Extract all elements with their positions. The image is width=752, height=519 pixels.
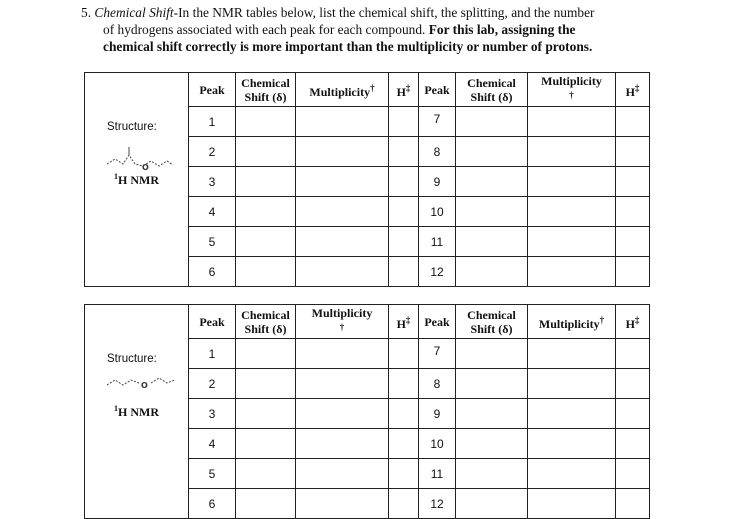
chem-shift-input[interactable] <box>236 369 296 399</box>
chem-shift-input[interactable] <box>456 489 528 519</box>
structure-cell <box>85 305 189 519</box>
multiplicity-input[interactable] <box>528 227 616 257</box>
svg-text:O: O <box>141 381 148 390</box>
multiplicity-input[interactable] <box>528 429 616 459</box>
header-h: H‡ <box>389 305 419 339</box>
peak-number: 12 <box>419 489 456 519</box>
header-peak: Peak <box>189 73 236 107</box>
h-count-input[interactable] <box>616 489 650 519</box>
multiplicity-input[interactable] <box>528 369 616 399</box>
nmr-table-1 <box>84 72 650 287</box>
question-line3: chemical shift correctly is more important than the multiplicity or number of protons. <box>103 39 593 54</box>
h-count-input[interactable] <box>389 197 419 227</box>
peak-number: 8 <box>419 369 456 399</box>
h-count-input[interactable] <box>389 399 419 429</box>
h-count-input[interactable] <box>616 459 650 489</box>
peak-number: 3 <box>189 167 236 197</box>
question-number: 5. <box>81 5 92 20</box>
header-peak: Peak <box>189 305 236 339</box>
peak-number: 9 <box>419 167 456 197</box>
header-chemical-shift: Chemical Shift (δ) <box>236 305 296 339</box>
h-count-input[interactable] <box>616 399 650 429</box>
peak-number: 10 <box>419 197 456 227</box>
nmr-label: $^1$H NMR <box>114 403 159 419</box>
nmr-table-2 <box>84 304 650 519</box>
header-chemical-shift-right: Chemical Shift (δ) <box>456 73 528 107</box>
multiplicity-input[interactable] <box>528 459 616 489</box>
peak-number: 12 <box>419 257 456 287</box>
chem-shift-input[interactable] <box>236 197 296 227</box>
multiplicity-input[interactable] <box>528 399 616 429</box>
h-count-input[interactable] <box>616 429 650 459</box>
multiplicity-input[interactable] <box>296 489 389 519</box>
header-multiplicity-right: Multiplicity † <box>528 73 616 107</box>
chem-shift-input[interactable] <box>236 399 296 429</box>
chem-shift-input[interactable] <box>236 459 296 489</box>
chem-shift-input[interactable] <box>236 429 296 459</box>
chem-shift-input[interactable] <box>456 257 528 287</box>
h-count-input[interactable] <box>616 107 650 137</box>
question-line1: -In the NMR tables below, list the chemical shift, the splitting, and the number <box>173 5 595 20</box>
multiplicity-input[interactable] <box>528 167 616 197</box>
peak-number: 6 <box>189 489 236 519</box>
h-count-input[interactable] <box>389 429 419 459</box>
structure-label: Structure: <box>107 353 157 365</box>
header-h-right: H‡ <box>616 305 650 339</box>
question-text <box>81 4 691 55</box>
multiplicity-input[interactable] <box>528 137 616 167</box>
peak-number: 2 <box>189 369 236 399</box>
multiplicity-input[interactable] <box>296 257 389 287</box>
peak-number: 7 <box>419 107 456 137</box>
question-line2: of hydrogens associated with each peak for each compound. <box>103 22 426 37</box>
h-count-input[interactable] <box>389 257 419 287</box>
h-count-input[interactable] <box>616 339 650 369</box>
chem-shift-input[interactable] <box>236 137 296 167</box>
multiplicity-input[interactable] <box>296 369 389 399</box>
chem-shift-input[interactable] <box>456 429 528 459</box>
peak-number: 9 <box>419 399 456 429</box>
molecule-structure-2 <box>105 373 177 391</box>
peak-number: 2 <box>189 137 236 167</box>
header-h: H‡ <box>389 73 419 107</box>
chem-shift-input[interactable] <box>236 339 296 369</box>
peak-number: 8 <box>419 137 456 167</box>
multiplicity-input[interactable] <box>528 339 616 369</box>
h-count-input[interactable] <box>389 369 419 399</box>
peak-number: 4 <box>189 429 236 459</box>
h-count-input[interactable] <box>616 257 650 287</box>
peak-number: 6 <box>189 257 236 287</box>
h-count-input[interactable] <box>616 227 650 257</box>
chem-shift-input[interactable] <box>456 339 528 369</box>
chem-shift-input[interactable] <box>456 137 528 167</box>
multiplicity-input[interactable] <box>296 107 389 137</box>
peak-number: 1 <box>189 107 236 137</box>
h-count-input[interactable] <box>389 137 419 167</box>
chem-shift-input[interactable] <box>236 227 296 257</box>
multiplicity-input[interactable] <box>528 257 616 287</box>
chem-shift-input[interactable] <box>456 227 528 257</box>
multiplicity-input[interactable] <box>296 339 389 369</box>
h-count-input[interactable] <box>616 167 650 197</box>
multiplicity-input[interactable] <box>296 399 389 429</box>
peak-number: 11 <box>419 459 456 489</box>
structure-cell <box>85 73 189 287</box>
chem-shift-input[interactable] <box>456 369 528 399</box>
structure-label: Structure: <box>107 121 157 133</box>
peak-number: 5 <box>189 459 236 489</box>
header-chemical-shift-right: Chemical Shift (δ) <box>456 305 528 339</box>
header-peak-right: Peak <box>419 73 456 107</box>
chem-shift-input[interactable] <box>456 459 528 489</box>
svg-text:O: O <box>142 163 149 171</box>
h-count-input[interactable] <box>616 369 650 399</box>
header-multiplicity-right: Multiplicity† <box>528 305 616 339</box>
multiplicity-input[interactable] <box>296 459 389 489</box>
peak-number: 3 <box>189 399 236 429</box>
peak-number: 7 <box>419 339 456 369</box>
header-multiplicity: Multiplicity† <box>296 73 389 107</box>
multiplicity-input[interactable] <box>528 107 616 137</box>
h-count-input[interactable] <box>616 137 650 167</box>
question-line2-bold: For this lab, assigning the <box>428 22 576 37</box>
multiplicity-input[interactable] <box>296 227 389 257</box>
h-count-input[interactable] <box>389 227 419 257</box>
chem-shift-input[interactable] <box>456 167 528 197</box>
chem-shift-input[interactable] <box>456 107 528 137</box>
multiplicity-input[interactable] <box>296 167 389 197</box>
header-peak-right: Peak <box>419 305 456 339</box>
chem-shift-input[interactable] <box>236 167 296 197</box>
header-chemical-shift: Chemical Shift (δ) <box>236 73 296 107</box>
chem-shift-input[interactable] <box>456 399 528 429</box>
multiplicity-input[interactable] <box>296 137 389 167</box>
h-count-input[interactable] <box>389 107 419 137</box>
multiplicity-input[interactable] <box>528 489 616 519</box>
molecule-structure-1 <box>105 145 175 171</box>
h-count-input[interactable] <box>389 167 419 197</box>
h-count-input[interactable] <box>616 197 650 227</box>
multiplicity-input[interactable] <box>296 429 389 459</box>
chem-shift-input[interactable] <box>236 107 296 137</box>
h-count-input[interactable] <box>389 459 419 489</box>
header-multiplicity: Multiplicity † <box>296 305 389 339</box>
nmr-label: $^1$H NMR <box>114 171 159 187</box>
peak-number: 4 <box>189 197 236 227</box>
multiplicity-input[interactable] <box>296 197 389 227</box>
peak-number: 1 <box>189 339 236 369</box>
chem-shift-input[interactable] <box>236 257 296 287</box>
chem-shift-input[interactable] <box>456 197 528 227</box>
chem-shift-input[interactable] <box>236 489 296 519</box>
peak-number: 5 <box>189 227 236 257</box>
peak-number: 11 <box>419 227 456 257</box>
multiplicity-input[interactable] <box>528 197 616 227</box>
h-count-input[interactable] <box>389 489 419 519</box>
header-h-right: H‡ <box>616 73 650 107</box>
question-title: Chemical Shift <box>94 5 174 20</box>
peak-number: 10 <box>419 429 456 459</box>
h-count-input[interactable] <box>389 339 419 369</box>
